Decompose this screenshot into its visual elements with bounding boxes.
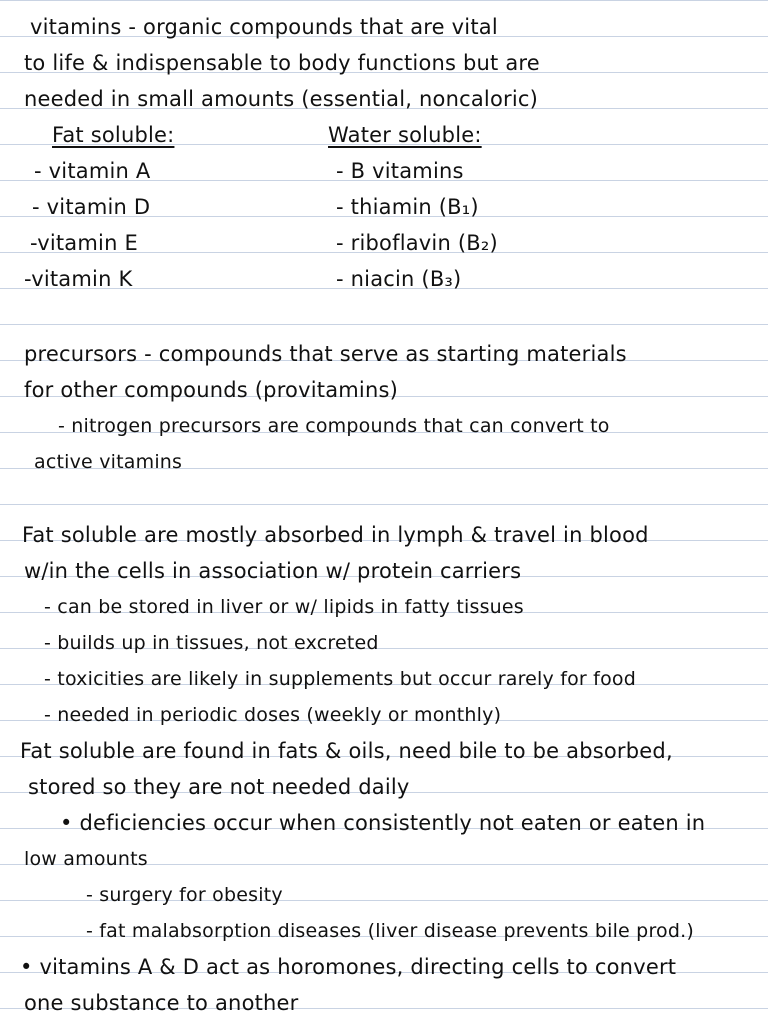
fat-soluble-detail: stored so they are not needed daily (28, 775, 410, 799)
definition-line-1: vitamins - organic compounds that are vital (30, 15, 498, 39)
precursors-line-1: precursors - compounds that serve as starting materials (24, 342, 627, 366)
fat-soluble-heading: Fat soluble: (52, 123, 175, 147)
water-soluble-heading: Water soluble: (328, 123, 482, 147)
definition-line-2: to life & indispensable to body functions but are (24, 51, 540, 75)
water-soluble-item: - riboflavin (B₂) (336, 231, 498, 255)
fat-soluble-detail: Fat soluble are found in fats & oils, need bile to be absorbed, (20, 739, 673, 763)
definition-line-3: needed in small amounts (essential, noncaloric) (24, 87, 538, 111)
precursors-line-4: active vitamins (34, 451, 183, 473)
fat-soluble-detail: - can be stored in liver or w/ lipids in fatty tissues (44, 596, 524, 618)
fat-soluble-detail: Fat soluble are mostly absorbed in lymph & travel in blood (22, 523, 649, 547)
fat-soluble-detail: w/in the cells in association w/ protein carriers (24, 559, 522, 583)
fat-soluble-detail: • deficiencies occur when consistently not eaten or eaten in (60, 811, 706, 835)
fat-soluble-detail: - builds up in tissues, not excreted (44, 632, 379, 654)
fat-soluble-item: - vitamin D (32, 195, 151, 219)
fat-soluble-item: - vitamin A (34, 159, 151, 183)
fat-soluble-item: -vitamin K (24, 267, 133, 291)
precursors-line-2: for other compounds (provitamins) (24, 378, 399, 402)
fat-soluble-detail: - toxicities are likely in supplements but occur rarely for food (44, 668, 636, 690)
water-soluble-item: - niacin (B₃) (336, 267, 462, 291)
fat-soluble-detail: • vitamins A & D act as horomones, directing cells to convert (20, 955, 677, 979)
fat-soluble-detail: - fat malabsorption diseases (liver disease prevents bile prod.) (86, 920, 694, 942)
fat-soluble-detail: - needed in periodic doses (weekly or monthly) (44, 704, 502, 726)
water-soluble-item: - thiamin (B₁) (336, 195, 479, 219)
fat-soluble-detail: - surgery for obesity (86, 884, 283, 906)
fat-soluble-item: -vitamin E (30, 231, 138, 255)
precursors-line-3: - nitrogen precursors are compounds that can convert to (58, 415, 610, 437)
fat-soluble-detail: one substance to another (24, 991, 299, 1015)
fat-soluble-detail: low amounts (24, 848, 148, 870)
water-soluble-item: - B vitamins (336, 159, 464, 183)
